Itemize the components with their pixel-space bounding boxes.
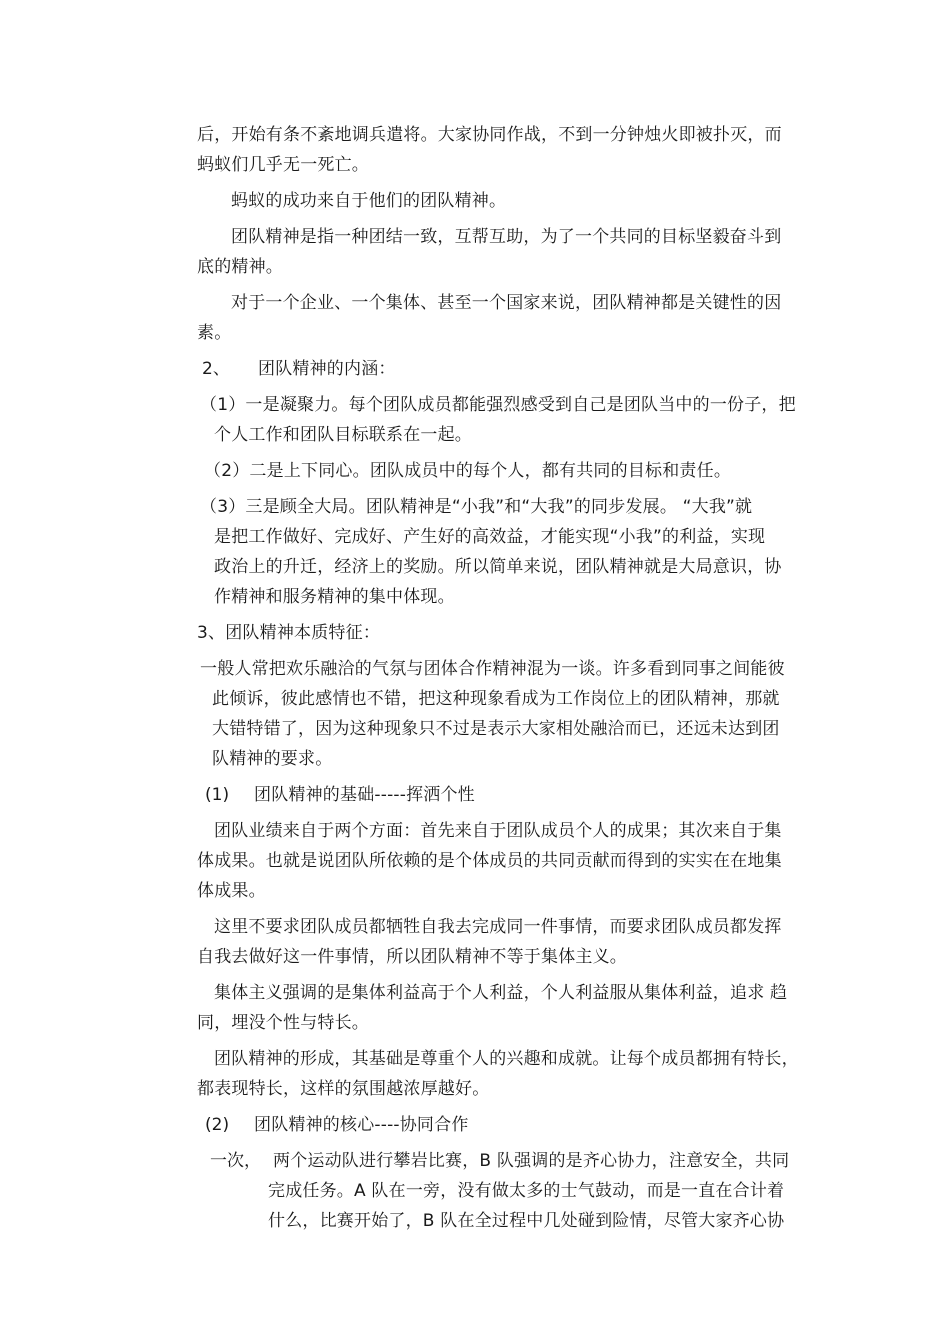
- paragraph-line: 这里不要求团队成员都牺牲自我去完成同一件事情，而要求团队成员都发挥: [214, 917, 782, 937]
- paragraph-line: 团队业绩来自于两个方面：首先来自于团队成员个人的成果；其次来自于集: [214, 821, 782, 841]
- section-heading: 团队精神的内涵：: [258, 359, 396, 379]
- paragraph-line: 什么，比赛开始了，B 队在全过程中几处碰到险情，尽管大家齐心协: [268, 1211, 785, 1231]
- list-item-line: 是把工作做好、完成好、产生好的高效益，才能实现“小我”的利益，实现: [214, 527, 766, 547]
- paragraph-line: 蚂蚁的成功来自于他们的团队精神。: [231, 191, 507, 211]
- paragraph-line: 队精神的要求。: [212, 749, 333, 769]
- paragraph-line: 同，埋没个性与特长。: [197, 1013, 369, 1033]
- paragraph-line: 体成果。: [197, 881, 266, 901]
- paragraph-line: 完成任务。A 队在一旁，没有做太多的士气鼓动，而是一直在合计着: [268, 1181, 785, 1201]
- paragraph-line: 集体主义强调的是集体利益高于个人利益，个人利益服从集体利益，追求 趋: [214, 983, 788, 1003]
- list-item-line: （1）一是凝聚力。每个团队成员都能强烈感受到自己是团队当中的一份子，把: [200, 395, 796, 415]
- paragraph-line: 一般人常把欢乐融洽的气氛与团体合作精神混为一谈。许多看到同事之间能彼: [200, 659, 785, 679]
- subsection-number: (2): [205, 1115, 230, 1135]
- paragraph-line: 素。: [197, 323, 232, 343]
- paragraph-line: 大错特错了，因为这种现象只不过是表示大家相处融洽而已，还远未达到团: [212, 719, 780, 739]
- list-item-line: （3）三是顾全大局。团队精神是“小我”和“大我”的同步发展。 “大我”就: [200, 497, 753, 517]
- subsection-number: (1): [205, 785, 230, 805]
- paragraph-lead: 一次，: [210, 1151, 261, 1171]
- paragraph-line: 后，开始有条不紊地调兵遣将。大家协同作战，不到一分钟烛火即被扑灭，而: [197, 125, 782, 145]
- subsection-heading: 团队精神的核心----协同合作: [254, 1115, 469, 1135]
- list-item-line: 作精神和服务精神的集中体现。: [214, 587, 455, 607]
- paragraph-line: 底的精神。: [197, 257, 283, 277]
- list-item-line: （2）二是上下同心。团队成员中的每个人，都有共同的目标和责任。: [204, 461, 732, 481]
- paragraph-line: 自我去做好这一件事情，所以团队精神不等于集体主义。: [197, 947, 627, 967]
- paragraph-line: 体成果。也就是说团队所依赖的是个体成员的共同贡献而得到的实实在在地集: [197, 851, 782, 871]
- paragraph-line: 都表现特长，这样的氛围越浓厚越好。: [197, 1079, 490, 1099]
- paragraph-line: 团队精神的形成，其基础是尊重个人的兴趣和成就。让每个成员都拥有特长，: [214, 1049, 799, 1069]
- section-heading: 3、团队精神本质特征：: [197, 623, 381, 643]
- list-item-line: 个人工作和团队目标联系在一起。: [214, 425, 472, 445]
- subsection-heading: 团队精神的基础-----挥洒个性: [254, 785, 475, 805]
- section-number: 2、: [202, 359, 230, 379]
- paragraph-line: 两个运动队进行攀岩比赛，B 队强调的是齐心协力，注意安全，共同: [273, 1151, 790, 1171]
- paragraph-line: 此倾诉，彼此感情也不错，把这种现象看成为工作岗位上的团队精神，那就: [212, 689, 780, 709]
- paragraph-line: 蚂蚁们几乎无一死亡。: [197, 155, 369, 175]
- list-item-line: 政治上的升迁，经济上的奖励。所以简单来说，团队精神就是大局意识，协: [214, 557, 782, 577]
- paragraph-line: 团队精神是指一种团结一致，互帮互助，为了一个共同的目标坚毅奋斗到: [231, 227, 782, 247]
- paragraph-line: 对于一个企业、一个集体、甚至一个国家来说，团队精神都是关键性的因: [231, 293, 782, 313]
